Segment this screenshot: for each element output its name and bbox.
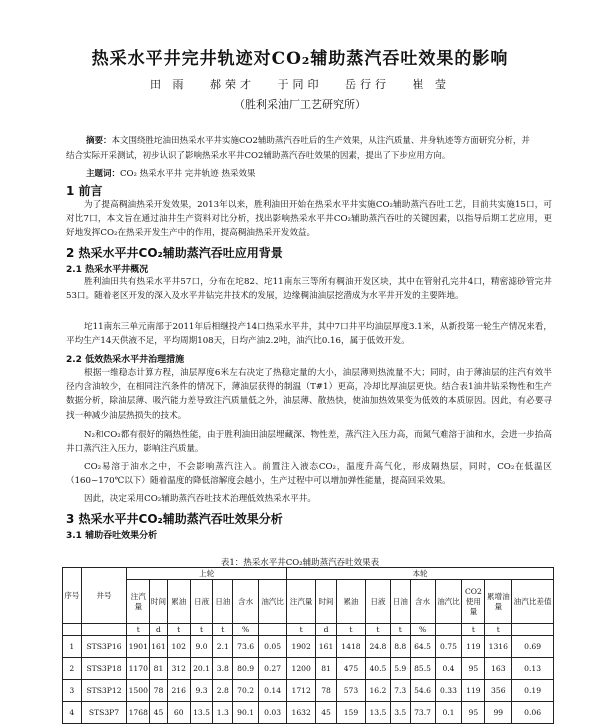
- table-cell: 0.03: [259, 702, 287, 724]
- table-cell: 216: [167, 680, 190, 702]
- table-cell: 64.5: [410, 636, 435, 658]
- table-group-curr: 本轮: [287, 568, 554, 580]
- table-header-cell: 油汽比: [259, 580, 287, 624]
- table-header-cell: 油汽比差值: [512, 580, 554, 624]
- table-header-cell: 日油: [213, 580, 233, 624]
- subsection-heading-overview: 2.1 热采水平井概况: [66, 265, 149, 275]
- table-cell: 0.75: [435, 636, 462, 658]
- table-cell: 90.1: [233, 702, 259, 724]
- table-cell: 1901: [127, 636, 150, 658]
- paragraph-block-status: 坨11南东三单元南部于2011年后相继投产14口热采水平井，其中7口井平均油层厚度3.1米，从新投第一轮生产情况来看，平均生产14天供液不足，平均周期108天，日均产油2.2吨，油汽比0.16，属于低效开发。: [66, 322, 552, 347]
- table-cell: 9.3: [190, 680, 213, 702]
- table-cell: 3.5: [390, 702, 410, 724]
- table-cell: 0.1: [435, 702, 462, 724]
- table-cell: 1632: [287, 702, 316, 724]
- author: 田 雨: [150, 78, 188, 91]
- abstract: [66, 134, 536, 164]
- table-cell: 13.5: [365, 702, 390, 724]
- table-cell: 24.8: [365, 636, 390, 658]
- table-header-cell: 日液: [190, 580, 213, 624]
- table-cell: 1418: [336, 636, 365, 658]
- keywords-label: 主题词：: [86, 169, 121, 179]
- table-cell: 0.06: [512, 702, 554, 724]
- table-cell: 70.2: [233, 680, 259, 702]
- paragraph-n2-co2: N₂和CO₂都有很好的隔热性能，由于胜利油田油层埋藏深、物性差，蒸汽注入压力高，而氮气难溶于油和水，会进一步抬高井口蒸汽注入压力，影响注汽质量。: [66, 430, 552, 455]
- table-header-cell: 累增油量: [485, 580, 512, 624]
- table-body: [63, 636, 554, 724]
- table-cell: 102: [167, 636, 190, 658]
- table-cell: STS3P12: [81, 680, 127, 702]
- table-header-cell: 井号: [81, 568, 127, 624]
- author: 于同印: [277, 78, 323, 91]
- table-header-cell: 日液: [365, 580, 390, 624]
- table-row: [63, 636, 554, 658]
- table-cell: 54.6: [410, 680, 435, 702]
- table-cell: 119: [462, 636, 485, 658]
- paragraph-heat-loss: 根据一维稳态计算方程，油层厚度6米左右决定了热稳定量的大小，油层薄则热流量不大；同时，由于薄油层的注汽有效半径内含油较少，在相同注汽条件的情况下，薄油层获得的制温（T#1）更高，冷却比厚油层更快。结合表1油井钻采物性和生产数据分析，除油层薄、吸汽能力差导致注汽质量低之外，油层薄、散热快，使油加热效果变为低效的本质原因。因此，有必要寻找一种减少油层热损失的技术。: [66, 368, 552, 421]
- table-cell: 163: [485, 658, 512, 680]
- table-row: [63, 658, 554, 680]
- table-cell: 81: [316, 658, 337, 680]
- table-header-cell: 含水: [233, 580, 259, 624]
- table-cell: 1.3: [213, 702, 233, 724]
- table-caption: 表1：热采水平井CO₂辅助蒸汽吞吐效果表: [220, 558, 380, 568]
- table-unit-cell: [81, 624, 127, 636]
- section-heading-analysis: 3 热采水平井CO₂辅助蒸汽吞吐效果分析: [66, 512, 283, 526]
- table-unit-cell: [259, 624, 287, 636]
- table-cell: 4: [63, 702, 82, 724]
- table-cell: 16.2: [365, 680, 390, 702]
- affiliation: （胜利采油厂工艺研究所）: [234, 98, 366, 111]
- paper-title: 热采水平井完井轨迹对CO₂辅助蒸汽吞吐效果的影响: [91, 49, 509, 69]
- table-unit-cell: %: [233, 624, 259, 636]
- table-cell: 1712: [287, 680, 316, 702]
- table-unit-cell: %: [410, 624, 435, 636]
- table-header-cell: 油汽比: [435, 580, 462, 624]
- table-cell: 3.8: [213, 658, 233, 680]
- subsection-heading-measures: 2.2 低效热采水平井治理措施: [66, 355, 185, 365]
- keywords-text: CO₂ 热采水平井 完井轨迹 热采效果: [120, 169, 256, 179]
- table-units-row: [63, 624, 554, 636]
- table-row: [63, 680, 554, 702]
- table-header-cell: 累油: [167, 580, 190, 624]
- table-cell: 1768: [127, 702, 150, 724]
- table-row: [63, 702, 554, 724]
- table-cell: 80.9: [233, 658, 259, 680]
- table-unit-cell: [435, 624, 462, 636]
- table-cell: 81: [150, 658, 168, 680]
- table-unit-cell: t: [127, 624, 150, 636]
- table-group-header-row: [63, 568, 554, 580]
- table-cell: 1200: [287, 658, 316, 680]
- table-cell: 475: [336, 658, 365, 680]
- paragraph-intro: 为了提高稠油热采开发效果，2013年以来，胜利油田开始在热采水平井实施CO₂辅助蒸汽吞吐工艺，目前共实施15口，可对比7口，本文旨在通过油井生产资料对比分析，找出影响热采水平井CO₂辅助蒸汽吞吐的关键因素，以指导后期工艺应用，更好地发挥CO₂在热采开发生产中的作用，提高稠油热采开发效益。: [66, 200, 552, 239]
- table-header-cell: 累油: [336, 580, 365, 624]
- table-cell: 0.13: [512, 658, 554, 680]
- table-header-cell: 含水: [410, 580, 435, 624]
- table-cell: 119: [462, 680, 485, 702]
- keywords: [66, 167, 536, 179]
- table-cell: STS3P7: [81, 702, 127, 724]
- abstract-text: 本文围绕胜坨油田热采水平井实施CO2辅助蒸汽吞吐后的生产效果，从注汽质量、井身轨迹等方面研究分析，并结合实际开采测试，初步认识了影响热采水平井CO2辅助蒸汽吞吐效果的因素，提出了下步应用方向。: [66, 136, 530, 161]
- section-heading-background: 2 热采水平井CO₂辅助蒸汽吞吐应用背景: [66, 246, 283, 260]
- author: 郝荣才: [210, 78, 255, 91]
- table-cell: 1316: [485, 636, 512, 658]
- table-unit-cell: d: [316, 624, 337, 636]
- table-cell: 161: [316, 636, 337, 658]
- table-unit-cell: t: [365, 624, 390, 636]
- table-cell: 9.0: [190, 636, 213, 658]
- table-cell: 2.8: [213, 680, 233, 702]
- table-cell: 73.7: [410, 702, 435, 724]
- table-cell: 99: [485, 702, 512, 724]
- table-cell: 2: [63, 658, 82, 680]
- table-unit-cell: t: [213, 624, 233, 636]
- table-cell: 0.19: [512, 680, 554, 702]
- table-cell: 45: [150, 702, 168, 724]
- table-unit-cell: t: [190, 624, 213, 636]
- author-list: [0, 76, 600, 92]
- table-cell: 40.5: [365, 658, 390, 680]
- table-unit-cell: t: [390, 624, 410, 636]
- table-unit-cell: t: [167, 624, 190, 636]
- table-unit-cell: t: [336, 624, 365, 636]
- table-cell: 7.3: [390, 680, 410, 702]
- table-header-row: [63, 580, 554, 624]
- table-cell: STS3P16: [81, 636, 127, 658]
- table-cell: 95: [462, 702, 485, 724]
- table-header-cell: 序号: [63, 568, 82, 624]
- table-cell: 3: [63, 680, 82, 702]
- paragraph-co2-benefit: CO₂易溶于油水之中，不会影响蒸汽注入。前置注入液态CO₂，温度升高气化，形成隔热层，同时，CO₂在低温区（160~170℃以下）随着温度的降低溶解度会越小，生产过程中可以增加弹性能量，提高回采效果。: [66, 462, 552, 487]
- table-cell: 573: [336, 680, 365, 702]
- table-cell: 45: [316, 702, 337, 724]
- table-cell: 161: [150, 636, 168, 658]
- author: 崔 莹: [412, 78, 450, 91]
- table-cell: 5.9: [390, 658, 410, 680]
- table-unit-cell: t: [287, 624, 316, 636]
- table-cell: 2.1: [213, 636, 233, 658]
- table-cell: 8.8: [390, 636, 410, 658]
- table-cell: 0.69: [512, 636, 554, 658]
- table-cell: 0.27: [259, 658, 287, 680]
- table-cell: 20.1: [190, 658, 213, 680]
- table-group-prev: 上轮: [127, 568, 287, 580]
- table-cell: 1500: [127, 680, 150, 702]
- table-unit-cell: t: [462, 624, 485, 636]
- table-cell: 0.4: [435, 658, 462, 680]
- table-cell: 1170: [127, 658, 150, 680]
- table-cell: 356: [485, 680, 512, 702]
- table-cell: 0.33: [435, 680, 462, 702]
- table-unit-cell: [63, 624, 82, 636]
- table-unit-cell: t: [485, 624, 512, 636]
- table-cell: 1: [63, 636, 82, 658]
- results-table: [62, 567, 554, 724]
- table-cell: 95: [462, 658, 485, 680]
- table-header-cell: CO2使用量: [462, 580, 485, 624]
- table-header-cell: 注汽量: [127, 580, 150, 624]
- table-cell: 159: [336, 702, 365, 724]
- table-header-cell: 时间: [150, 580, 168, 624]
- table-cell: STS3P18: [81, 658, 127, 680]
- table-header-cell: 注汽量: [287, 580, 316, 624]
- paragraph-overview: 胜利油田共有热采水平井57口，分布在坨82、坨11南东三等所有稠油开发区块，其中在管射孔完井4口，精密滤砂管完井53口。随着老区开发的深入及水平井钻完井技术的发展，边缘稠油油层挖潜成为水平井开发的主要阵地。: [66, 277, 552, 302]
- table-cell: 60: [167, 702, 190, 724]
- table-header-cell: 日油: [390, 580, 410, 624]
- table-header-cell: 时间: [316, 580, 337, 624]
- table-cell: 85.5: [410, 658, 435, 680]
- table-unit-cell: d: [150, 624, 168, 636]
- paragraph-decision: 因此，决定采用CO₂辅助蒸汽吞吐技术治理低效热采水平井。: [84, 494, 316, 504]
- subsection-heading-effect: 3.1 辅助吞吐效果分析: [66, 531, 158, 541]
- author: 岳行行: [345, 78, 390, 91]
- table-cell: 312: [167, 658, 190, 680]
- table-cell: 78: [316, 680, 337, 702]
- table-cell: 73.6: [233, 636, 259, 658]
- table-unit-cell: [512, 624, 554, 636]
- table-cell: 13.5: [190, 702, 213, 724]
- table-cell: 1902: [287, 636, 316, 658]
- table-cell: 0.05: [259, 636, 287, 658]
- table-cell: 78: [150, 680, 168, 702]
- table-cell: 0.14: [259, 680, 287, 702]
- section-heading-intro: 1 前言: [66, 184, 103, 198]
- abstract-label: 摘要：: [86, 136, 112, 146]
